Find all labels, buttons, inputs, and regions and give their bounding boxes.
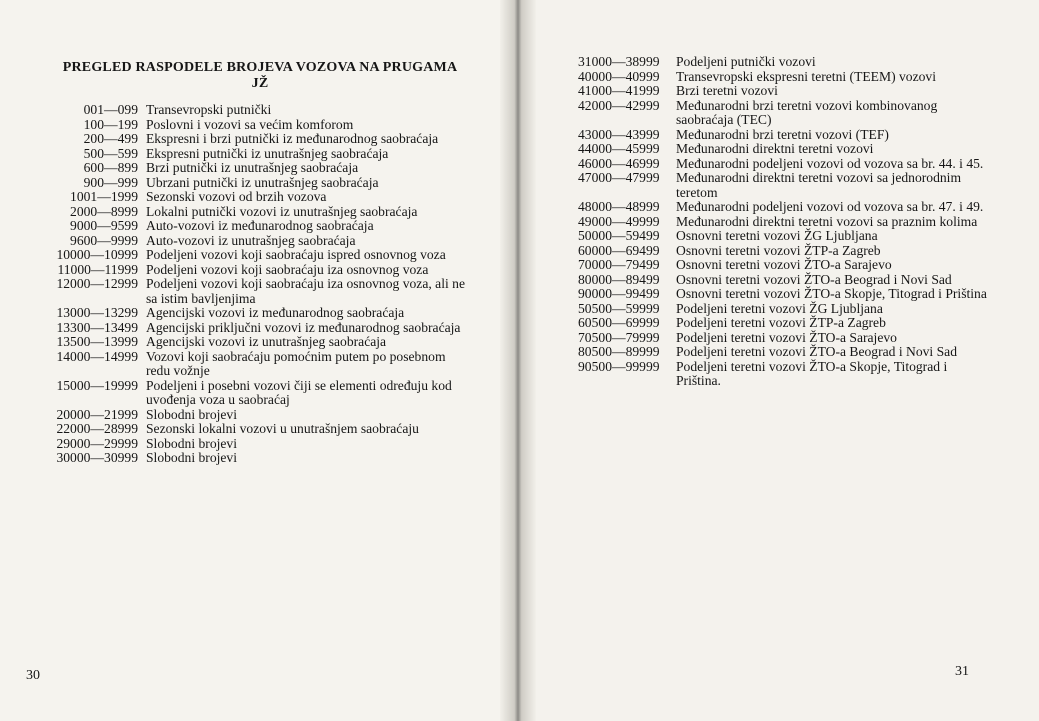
number-range: 9600—9999 — [70, 232, 138, 248]
number-range: 1001—1999 — [70, 189, 138, 204]
number-range: 14000—14999 — [56, 348, 138, 364]
train-category: Ubrzani putnički iz unutrašnjeg saobraćaja — [146, 174, 379, 190]
number-range: 70500—79999 — [578, 329, 660, 345]
list-item — [578, 316, 988, 331]
list-item — [578, 229, 988, 244]
train-category: Podeljeni teretni vozovi ŽTP-a Zagreb — [676, 315, 886, 330]
train-category: Vozovi koji saobraćaju pomoćnim putem po posebnom redu vožnje — [146, 348, 446, 378]
train-category: Osnovni teretni vozovi ŽG Ljubljana — [676, 228, 878, 243]
train-category: Brzi teretni vozovi — [676, 83, 778, 98]
train-category: Podeljeni i posebni vozovi čiji se elementi određuju kod uvođenja voza u saobraćaj — [146, 377, 452, 407]
train-category: Osnovni teretni vozovi ŽTO-a Sarajevo — [676, 257, 892, 272]
list-item — [578, 273, 988, 288]
train-category: Podeljeni vozovi koji saobraćaju iza osnovnog voza, ali ne sa istim bavljenjima — [146, 276, 465, 306]
train-category: Međunarodni direktni teretni vozovi sa jednorodnim teretom — [676, 170, 962, 200]
number-range: 29000—29999 — [56, 435, 138, 451]
number-range: 12000—12999 — [56, 276, 138, 291]
train-category: Transevropski putnički — [146, 102, 272, 117]
list-item — [50, 422, 470, 437]
number-range: 200—499 — [83, 131, 138, 146]
train-category: Slobodni brojevi — [146, 406, 238, 422]
number-range: 46000—46999 — [578, 155, 660, 171]
list-item — [578, 157, 988, 172]
number-range: 15000—19999 — [56, 377, 138, 393]
number-range: 80000—89499 — [578, 271, 660, 287]
train-category: Podeljeni teretni vozovi ŽTO-a Sarajevo — [676, 329, 897, 345]
train-category: Podeljeni vozovi koji saobraćaju ispred osnovnog voza — [146, 247, 446, 262]
train-category: Osnovni teretni vozovi ŽTO-a Skopje, Titograd i Priština — [676, 286, 987, 301]
train-category: Međunarodni direktni teretni vozovi — [676, 141, 874, 156]
list-item — [578, 128, 988, 143]
number-range: 600—899 — [83, 160, 138, 175]
train-category: Transevropski ekspresni teretni (TEEM) vozovi — [676, 68, 936, 84]
number-range: 43000—43999 — [578, 126, 660, 142]
number-range: 13000—13299 — [56, 305, 138, 320]
list-item — [578, 287, 988, 302]
list-item — [50, 132, 470, 147]
list-item — [50, 248, 470, 263]
train-category: Sezonski lokalni vozovi u unutrašnjem saobraćaju — [146, 421, 419, 436]
left-number-list — [50, 103, 470, 466]
train-category: Agencijski vozovi iz međunarodnog saobraćaja — [146, 305, 405, 320]
number-range: 50000—59499 — [578, 228, 660, 243]
list-item — [50, 277, 470, 306]
train-category: Međunarodni brzi teretni vozovi kombinovanog saobraćaja (TEC) — [676, 97, 938, 127]
train-category: Lokalni putnički vozovi iz unutrašnjeg saobraćaja — [146, 203, 418, 219]
page-number-right: 31 — [955, 664, 969, 679]
train-category: Sezonski vozovi od brzih vozova — [146, 189, 327, 204]
page-title: PREGLED RASPODELE BROJEVA VOZOVA NA PRUGAMA JŽ — [62, 60, 458, 91]
number-range: 49000—49999 — [578, 213, 660, 229]
train-category: Brzi putnički iz unutrašnjeg saobraćaja — [146, 160, 359, 175]
train-category: Agencijski priključni vozovi iz međunarodnog saobraćaja — [146, 319, 461, 335]
list-item — [578, 171, 988, 200]
list-item — [50, 379, 470, 408]
list-item — [50, 451, 470, 466]
list-item — [578, 200, 988, 215]
train-category: Podeljeni vozovi koji saobraćaju iza osnovnog voza — [146, 261, 429, 277]
list-item — [578, 331, 988, 346]
number-range: 48000—48999 — [578, 199, 660, 214]
train-category: Podeljeni putnički vozovi — [676, 54, 816, 69]
number-range: 10000—10999 — [56, 247, 138, 262]
train-category: Slobodni brojevi — [146, 435, 238, 451]
list-item — [578, 55, 988, 70]
train-category: Auto-vozovi iz međunarodnog saobraćaja — [146, 218, 374, 233]
list-item — [578, 70, 988, 85]
number-range: 13300—13499 — [56, 319, 138, 335]
train-category: Osnovni teretni vozovi ŽTO-a Beograd i Novi Sad — [676, 271, 952, 287]
number-range: 13500—13999 — [56, 334, 138, 349]
number-range: 500—599 — [83, 145, 138, 161]
list-item — [50, 350, 470, 379]
number-range: 20000—21999 — [56, 406, 138, 422]
train-category: Međunarodni brzi teretni vozovi (TEF) — [676, 126, 889, 142]
number-range: 100—199 — [83, 116, 138, 132]
train-category: Podeljeni teretni vozovi ŽTO-a Beograd i Novi Sad — [676, 344, 958, 359]
number-range: 70000—79499 — [578, 257, 660, 272]
number-range: 30000—30999 — [56, 450, 138, 465]
train-category: Podeljeni teretni vozovi ŽG Ljubljana — [676, 300, 883, 316]
list-item — [50, 161, 470, 176]
train-category: Auto-vozovi iz unutrašnjeg saobraćaja — [146, 232, 356, 248]
list-item — [578, 345, 988, 360]
list-item — [50, 234, 470, 249]
list-item — [578, 302, 988, 317]
number-range: 22000—28999 — [56, 421, 138, 436]
list-item — [50, 263, 470, 278]
list-item — [578, 84, 988, 99]
number-range: 42000—42999 — [578, 97, 660, 113]
list-item — [50, 118, 470, 133]
list-item — [578, 258, 988, 273]
train-category: Ekspresni i brzi putnički iz međunarodnog saobraćaja — [146, 131, 439, 146]
list-item — [50, 176, 470, 191]
list-item — [578, 142, 988, 157]
number-range: 60000—69499 — [578, 242, 660, 258]
number-range: 2000—8999 — [70, 203, 138, 219]
number-range: 47000—47999 — [578, 170, 660, 185]
list-item — [50, 306, 470, 321]
number-range: 001—099 — [83, 102, 138, 117]
number-range: 44000—45999 — [578, 141, 660, 156]
number-range: 60500—69999 — [578, 315, 660, 330]
number-range: 90500—99999 — [578, 358, 660, 374]
train-category: Ekspresni putnički iz unutrašnjeg saobraćaja — [146, 145, 389, 161]
number-range: 31000—38999 — [578, 54, 660, 69]
list-item — [578, 244, 988, 259]
list-item — [50, 321, 470, 336]
list-item — [50, 205, 470, 220]
list-item — [50, 437, 470, 452]
list-item — [50, 219, 470, 234]
number-range: 50500—59999 — [578, 300, 660, 316]
list-item — [50, 103, 470, 118]
number-range: 9000—9599 — [70, 218, 138, 233]
number-range: 11000—11999 — [57, 261, 138, 277]
number-range: 90000—99499 — [578, 286, 660, 301]
list-item — [50, 335, 470, 350]
train-category: Međunarodni podeljeni vozovi od vozova sa br. 47. i 49. — [676, 199, 984, 214]
list-item — [50, 190, 470, 205]
number-range: 40000—40999 — [578, 68, 660, 84]
train-category: Međunarodni podeljeni vozovi od vozova sa br. 44. i 45. — [676, 155, 984, 171]
train-category: Poslovni i vozovi sa većim komforom — [146, 116, 354, 132]
list-item — [578, 215, 988, 230]
list-item — [50, 408, 470, 423]
train-category: Slobodni brojevi — [146, 450, 238, 465]
list-item — [578, 99, 988, 128]
train-category: Osnovni teretni vozovi ŽTP-a Zagreb — [676, 242, 881, 258]
list-item — [578, 360, 988, 389]
train-category: Međunarodni direktni teretni vozovi sa praznim kolima — [676, 213, 978, 229]
train-category: Agencijski vozovi iz unutrašnjeg saobraćaja — [146, 334, 387, 349]
right-number-list — [578, 55, 988, 389]
list-item — [50, 147, 470, 162]
number-range: 41000—41999 — [578, 83, 660, 98]
number-range: 900—999 — [83, 174, 138, 190]
train-category: Podeljeni teretni vozovi ŽTO-a Skopje, Titograd i Priština. — [676, 358, 948, 388]
page-number-left: 30 — [26, 668, 40, 683]
number-range: 80500—89999 — [578, 344, 660, 359]
